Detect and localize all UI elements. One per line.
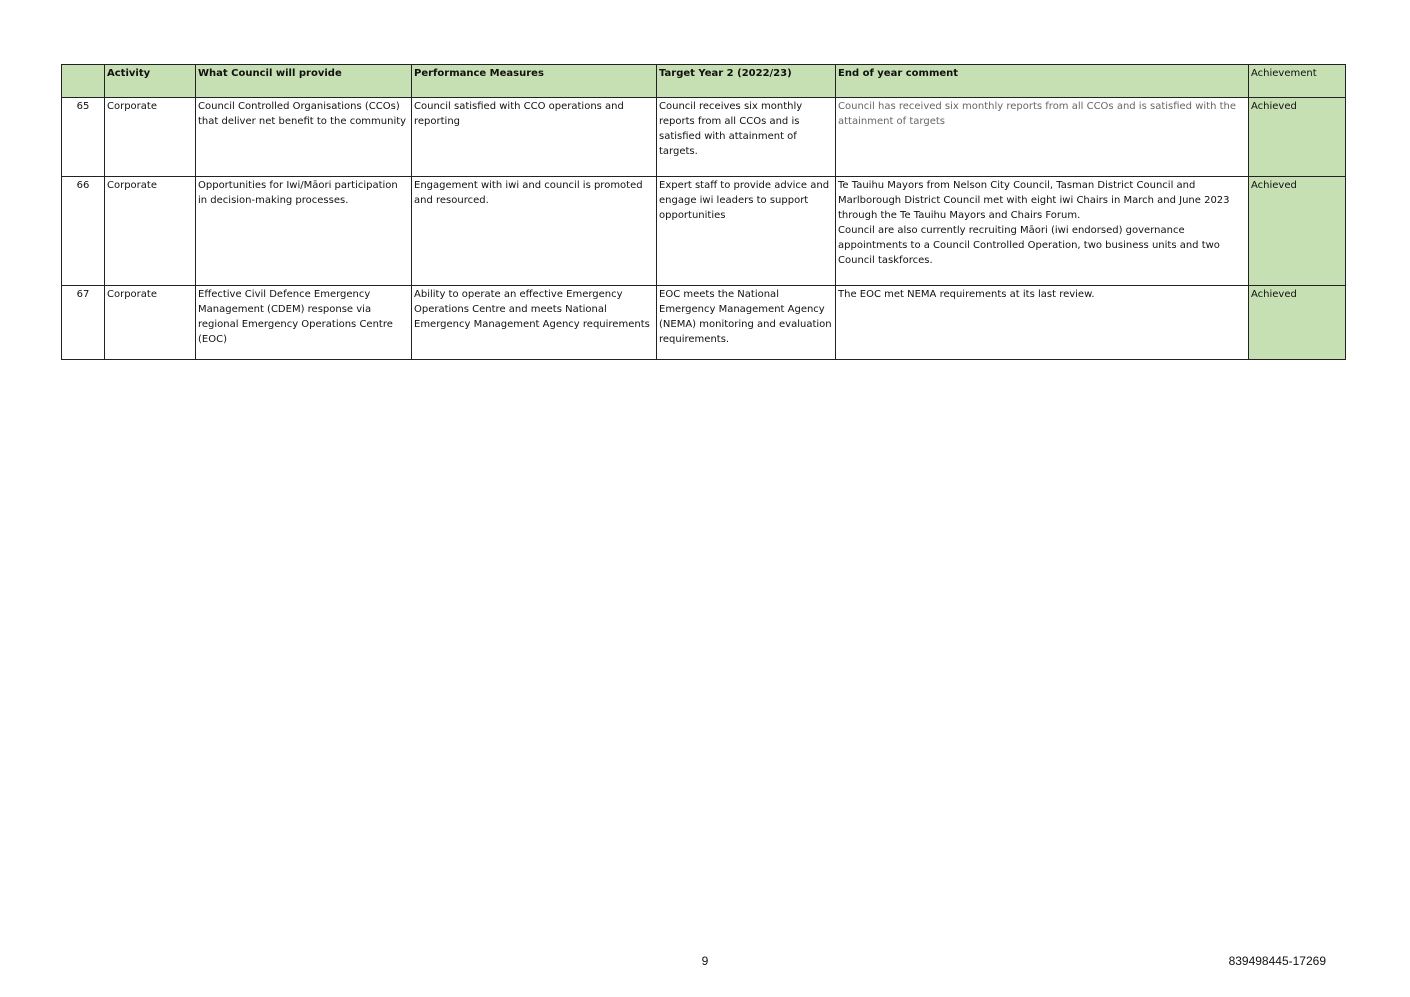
row-number: 65 [62,98,105,177]
header-activity: Activity [105,65,196,98]
comment-paragraph: Council are also currently recruiting Māori (iwi endorsed) governance appointments to a Council Controlled Operation, two business units and two Council taskforces. [838,225,1220,266]
comment-paragraph: Te Tauihu Mayors from Nelson City Council, Tasman District Council and Marlborough District Council met with eight iwi Chairs in March and June 2023 through the Te Tauihu Mayors and Chairs Forum. [838,180,1230,221]
row-target: Expert staff to provide advice and engage iwi leaders to support opportunities [657,177,836,286]
row-target: Council receives six monthly reports from all CCOs and is satisfied with attainment of targets. [657,98,836,177]
table-header-row [62,65,1346,98]
document-id: 839498445-17269 [1228,954,1326,968]
row-comment: Council has received six monthly reports from all CCOs and is satisfied with the attainment of targets [836,98,1249,177]
page-number: 9 [701,954,709,968]
table-row [62,98,1346,177]
row-measures: Engagement with iwi and council is promoted and resourced. [412,177,657,286]
row-provide: Effective Civil Defence Emergency Management (CDEM) response via regional Emergency Operations Centre (EOC) [196,286,412,360]
row-number: 66 [62,177,105,286]
header-measures: Performance Measures [412,65,657,98]
row-achievement: Achieved [1249,286,1346,360]
header-achievement: Achievement [1249,65,1346,98]
row-achievement: Achieved [1249,177,1346,286]
row-measures: Ability to operate an effective Emergency Operations Centre and meets National Emergency Management Agency requirements [412,286,657,360]
row-provide: Opportunities for Iwi/Māori participation in decision-making processes. [196,177,412,286]
table-row [62,177,1346,286]
row-activity: Corporate [105,98,196,177]
row-provide: Council Controlled Organisations (CCOs) that deliver net benefit to the community [196,98,412,177]
header-num [62,65,105,98]
row-achievement: Achieved [1249,98,1346,177]
header-comment: End of year comment [836,65,1249,98]
row-target: EOC meets the National Emergency Management Agency (NEMA) monitoring and evaluation requirements. [657,286,836,360]
row-activity: Corporate [105,177,196,286]
header-target: Target Year 2 (2022/23) [657,65,836,98]
header-provide: What Council will provide [196,65,412,98]
performance-table [61,64,1346,360]
row-comment: The EOC met NEMA requirements at its last review. [836,286,1249,360]
row-measures: Council satisfied with CCO operations and reporting [412,98,657,177]
row-comment [836,177,1249,286]
table-row [62,286,1346,360]
row-activity: Corporate [105,286,196,360]
row-number: 67 [62,286,105,360]
